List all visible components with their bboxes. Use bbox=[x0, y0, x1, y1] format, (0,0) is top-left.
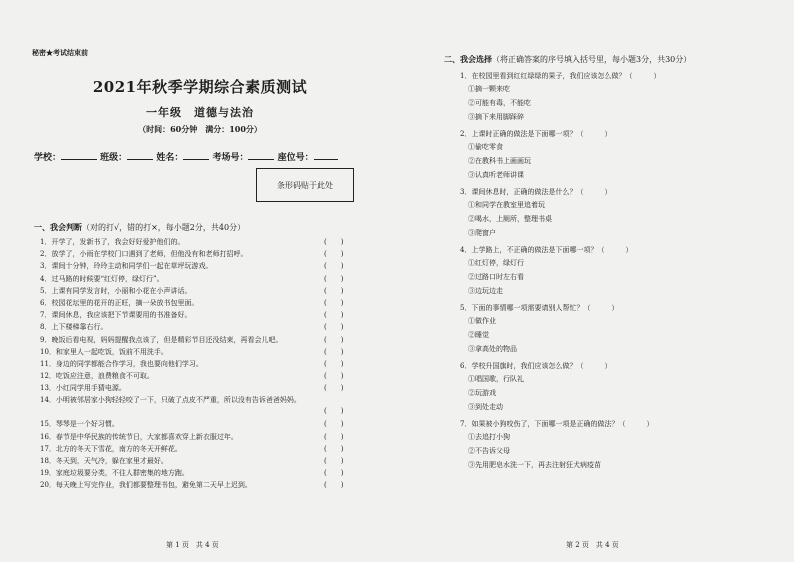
section2-title: 二、我会选择 bbox=[444, 54, 492, 64]
list-item: 17．北方的冬天下雪花，南方的冬天开鲜花。 ( ) bbox=[40, 443, 340, 455]
option-1: ①摘一颗来吃 bbox=[468, 85, 510, 93]
exam-subtitle: 一年级 道德与法治 bbox=[146, 106, 254, 119]
barcode-label: 条形码贴于此处 bbox=[277, 180, 333, 190]
section1-title: 一、我会判断 bbox=[34, 222, 82, 232]
room-label: 考场号： bbox=[212, 153, 249, 163]
question-4 bbox=[460, 244, 780, 298]
list-item: 16．春节是中华民族的传统节日，大家都喜欢穿上新衣服过年。 ( ) bbox=[40, 431, 340, 443]
answer-blank[interactable]: ( ) bbox=[324, 250, 344, 259]
list-item: 14．小明被邻居家小狗轻轻咬了一下，只破了点皮不严重，所以没有告诉爸爸妈妈。 ( ) bbox=[40, 394, 340, 418]
exam-title: 2021年秋季学期综合素质测试 bbox=[92, 78, 308, 96]
answer-blank[interactable]: ( ) bbox=[324, 286, 344, 295]
section2-heading bbox=[444, 54, 691, 65]
list-item: 15．琴琴是一个好习惯。 ( ) bbox=[40, 418, 340, 430]
list-item: 1．开学了，发新书了，我会好好爱护他们的。 ( ) bbox=[40, 236, 340, 248]
option-1: ①唱国歌，行队礼 bbox=[468, 375, 524, 383]
answer-blank[interactable]: ( ) bbox=[324, 311, 344, 320]
option-2: ②玩游戏 bbox=[468, 389, 496, 397]
section2-note: （将正确答案的序号填入括号里，每小题3分，共30分） bbox=[492, 55, 692, 64]
answer-blank[interactable]: ( ) bbox=[324, 262, 344, 271]
answer-blank[interactable]: ( ) bbox=[324, 469, 344, 478]
option-3: ③认真听老师讲课 bbox=[468, 171, 524, 179]
option-3: ③爬窗户 bbox=[468, 229, 496, 237]
list-item: 10．和家里人一起吃饭，饭前不用洗手。 ( ) bbox=[40, 346, 340, 358]
answer-blank[interactable]: ( ) bbox=[324, 298, 344, 307]
question-6 bbox=[460, 360, 780, 414]
list-item: 9．晚饭后看电视，妈妈提醒我点该了，但是精彩节目还没结束，再看会儿吧。 ( ) bbox=[40, 334, 340, 346]
option-1: ①偷吃零食 bbox=[468, 143, 503, 151]
list-item: 19．家庭垃圾要分类，不往人群密集的地方跑。 ( ) bbox=[40, 467, 340, 479]
answer-blank[interactable]: ( ) bbox=[324, 481, 344, 490]
page-number-right: 第 2 页 共 4 页 bbox=[566, 541, 619, 549]
question-stem: 4．上学路上，不正确的做法是下面哪一项？（ ） bbox=[460, 246, 633, 254]
answer-blank[interactable]: ( ) bbox=[324, 372, 344, 381]
list-item: 8．上下楼梯靠右行。 ( ) bbox=[40, 321, 340, 333]
section1-heading bbox=[34, 222, 245, 233]
answer-blank[interactable]: ( ) bbox=[324, 432, 344, 441]
question-stem: 1．在校园里看到红红绿绿的果子，我们应该怎么做？（ ） bbox=[460, 72, 661, 80]
option-3: ③边玩边走 bbox=[468, 287, 503, 295]
school-blank[interactable] bbox=[61, 150, 97, 160]
list-item: 13．小红同学用手猜电源。 ( ) bbox=[40, 382, 340, 394]
list-item: 4．过马路的时候要“红灯停，绿灯行”。 ( ) bbox=[40, 273, 340, 285]
class-label: 班级： bbox=[100, 153, 128, 163]
question-stem: 2．上课时正确的做法是下面哪一项？（ ） bbox=[460, 130, 612, 138]
barcode-box bbox=[256, 168, 354, 202]
seat-blank[interactable] bbox=[314, 150, 338, 160]
answer-blank[interactable]: ( ) bbox=[324, 238, 344, 246]
list-item: 20．每天晚上写完作业，我们都要整理书包，避免第二天早上迟到。 ( ) bbox=[40, 479, 340, 491]
answer-blank[interactable]: ( ) bbox=[324, 274, 344, 283]
option-2: ②不告诉父母 bbox=[468, 447, 510, 455]
question-5 bbox=[460, 302, 780, 356]
class-blank[interactable] bbox=[127, 150, 153, 160]
option-2: ②喝水，上厕所，整理书桌 bbox=[468, 215, 552, 223]
page-number-left: 第 1 页 共 4 页 bbox=[166, 541, 219, 549]
question-stem: 3．课间休息时，正确的做法是什么？（ ） bbox=[460, 188, 612, 196]
question-stem: 5．下面的事情哪一项需要请别人帮忙？（ ） bbox=[460, 304, 619, 312]
question-1 bbox=[460, 70, 780, 124]
option-3: ③到处走动 bbox=[468, 403, 503, 411]
question-stem: 7．如果被小狗咬伤了，下面哪一项是正确的做法？（ ） bbox=[460, 420, 654, 428]
question-3 bbox=[460, 186, 780, 240]
question-stem: 6．学校升国旗时，我们应该怎么做？（ ） bbox=[460, 362, 612, 370]
answer-blank[interactable]: ( ) bbox=[324, 420, 344, 429]
exam-meta: （时间：60分钟 满分：100分） bbox=[138, 124, 262, 134]
true-false-list bbox=[40, 236, 344, 492]
answer-blank[interactable]: ( ) bbox=[324, 457, 344, 465]
option-2: ②可能有毒，不能吃 bbox=[468, 99, 531, 107]
answer-blank[interactable]: ( ) bbox=[324, 444, 344, 453]
option-1: ①红灯停，绿灯行 bbox=[468, 259, 524, 267]
answer-blank[interactable]: ( ) bbox=[324, 407, 344, 416]
option-2: ②睡觉 bbox=[468, 331, 489, 339]
room-blank[interactable] bbox=[248, 150, 274, 160]
option-1: ①去追打小狗 bbox=[468, 433, 510, 441]
answer-blank[interactable]: ( ) bbox=[324, 359, 344, 368]
answer-blank[interactable]: ( ) bbox=[324, 335, 344, 344]
option-1: ①和同学在教室里追着玩 bbox=[468, 201, 545, 209]
name-label: 姓名： bbox=[156, 153, 184, 163]
secret-label: 秘密★考试结束前 bbox=[32, 48, 88, 57]
list-item: 2．放学了，小雨在学校门口遇到了老师，但他没有和老师打招呼。 ( ) bbox=[40, 248, 340, 260]
option-3: ③拿高处的物品 bbox=[468, 345, 517, 353]
option-2: ②过路口时左右看 bbox=[468, 273, 524, 281]
school-label: 学校： bbox=[34, 153, 62, 163]
answer-blank[interactable]: ( ) bbox=[324, 347, 344, 356]
question-2 bbox=[460, 128, 780, 182]
list-item: 5．上课有同学发言时，小丽和小花在小声讲话。 ( ) bbox=[40, 285, 340, 297]
option-1: ①做作业 bbox=[468, 317, 496, 325]
multiple-choice-list bbox=[460, 70, 780, 476]
option-3: ③摘下来用脚踩碎 bbox=[468, 113, 524, 121]
question-7 bbox=[460, 418, 780, 472]
list-item: 18．冬天到，天气冷，躲在家里才最好。 ( ) bbox=[40, 455, 340, 467]
list-item: 11．身边的同学都能合作学习，我也要向他们学习。 ( ) bbox=[40, 358, 340, 370]
option-2: ②在教科书上画画玩 bbox=[468, 157, 531, 165]
student-info-line bbox=[34, 150, 338, 163]
option-3: ③先用肥皂水洗一下，再去注射狂犬病疫苗 bbox=[468, 461, 601, 469]
name-blank[interactable] bbox=[183, 150, 209, 160]
answer-blank[interactable]: ( ) bbox=[324, 384, 344, 393]
list-item: 12．吃饭应注意，浪费粮食不可取。 ( ) bbox=[40, 370, 340, 382]
list-item: 6．校园花坛里的花开的正旺，摘一朵放书包里面。 ( ) bbox=[40, 297, 340, 309]
section1-note: （对的打√，错的打×，每小题2分，共40分） bbox=[82, 223, 246, 232]
list-item: 7．课间休息，我应该把下节课要用的书准备好。 ( ) bbox=[40, 309, 340, 321]
answer-blank[interactable]: ( ) bbox=[324, 323, 344, 332]
list-item: 3．课间十分钟，玲玲主动和同学们一起在草坪玩游戏。 ( ) bbox=[40, 260, 340, 272]
seat-label: 座位号： bbox=[277, 153, 314, 163]
